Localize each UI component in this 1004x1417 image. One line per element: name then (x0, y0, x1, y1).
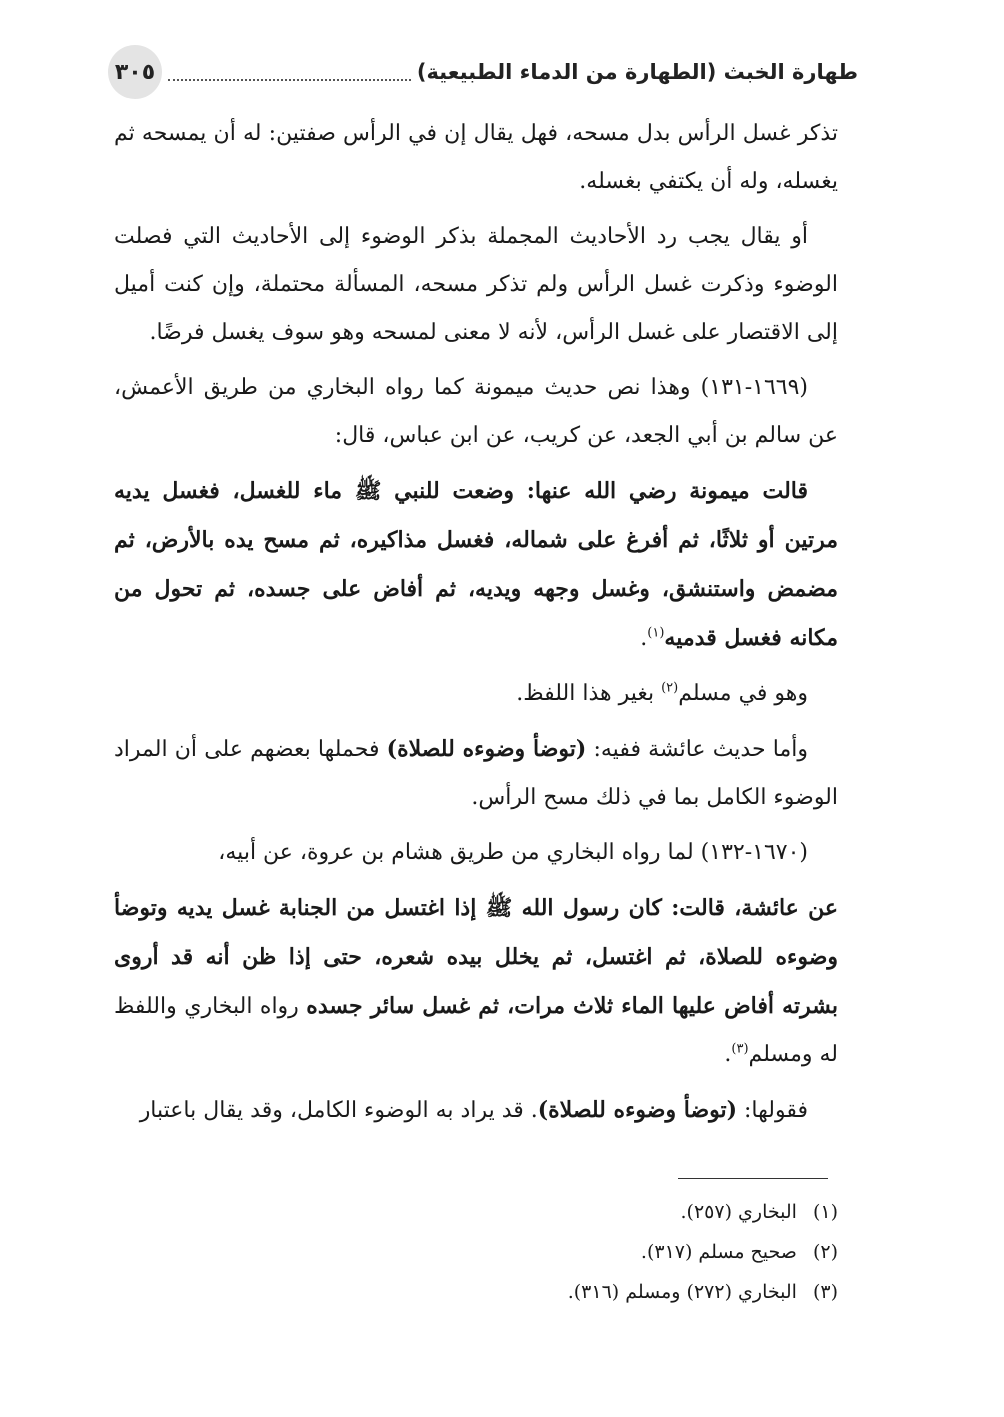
paragraph-final: فقولها: (توضأ وضوءه للصلاة). قد يراد به الوضوء الكامل، وقد يقال باعتبار (139, 1097, 808, 1123)
hadith-intro-1669: (١٦٦٩-١٣١) وهذا نص حديث ميمونة كما رواه البخاري من طريق الأعمش، عن سالم بن أبي الجعد، عن كريب، عن ابن عباس، قال: (114, 375, 838, 448)
hadith-text-maymuna: قالت ميمونة رضي الله عنها: وضعت للنبي ﷺ ماء للغسل، فغسل يديه مرتين أو ثلاثًا، ثم أفرغ على شماله، فغسل مذاكيره، ثم مسح يده بالأرض، ثم مضمض واستنشق، وغسل وجهه ويديه، ثم أفاض على جسده، ثم تحول من مكانه فغسل قدميه$^{(١)}$. (114, 478, 838, 651)
footnotes (114, 1192, 838, 1312)
hadith-text-aisha: عن عائشة، قالت: كان رسول الله ﷺ إذا اغتسل من الجنابة غسل يديه وتوضأ وضوءه للصلاة، ثم اغتسل، ثم يخلل بيده شعره، حتى إذا ظن أنه قد أروى بشرته أفاض عليها الماء ثلاث مرات، ثم غسل سائر جسده رواه البخاري واللفظ له ومسلم$^{(٣)}$. (114, 895, 838, 1067)
paragraph-1: تذكر غسل الرأس بدل مسحه، فهل يقال إن في الرأس صفتين: له أن يمسحه ثم يغسله، وله أن يكتفي بغسله. (114, 121, 838, 194)
footnote-3: (٣)البخاري (٢٧٢) ومسلم (٣١٦). (567, 1281, 838, 1303)
footnote-ref-3[interactable]: (٣) (731, 1041, 749, 1057)
paragraph-muslim-note: وهو في مسلم$^{(٢)}$ بغير هذا اللفظ. (516, 680, 808, 706)
main-text (114, 110, 838, 1142)
paragraph-2: أو يقال يجب رد الأحاديث المجملة بذكر الوضوء إلى الأحاديث التي فصلت الوضوء وذكرت غسل الرأس ولم تذكر مسحه، المسألة محتملة، وإن كنت أميل إلى الاقتصار على غسل الرأس، لأنه لا معنى لمسحه وهو سوف يغسل فرضًا. (114, 224, 838, 345)
header-dotted-leader (168, 79, 411, 81)
footnote-ref-1[interactable]: (١) (647, 625, 665, 641)
footnote-ref-2[interactable]: (٢) (661, 680, 679, 696)
chapter-title: طهارة الخبث (الطهارة من الدماء الطبيعية) (416, 60, 858, 84)
running-header (108, 44, 858, 100)
footnote-2: (٢)صحيح مسلم (٣١٧). (640, 1241, 838, 1263)
footnote-1: (١)البخاري (٢٥٧). (680, 1201, 838, 1223)
page-number-badge: ٣٠٥ (108, 45, 162, 99)
paragraph-aisha-hadith: وأما حديث عائشة ففيه: (توضأ وضوءه للصلاة) فحملها بعضهم على أن المراد الوضوء الكامل بما في ذلك مسح الرأس. (114, 736, 838, 810)
footnote-separator (678, 1178, 828, 1179)
hadith-intro-1670: (١٦٧٠-١٣٢) لما رواه البخاري من طريق هشام بن عروة، عن أبيه، (218, 840, 808, 865)
